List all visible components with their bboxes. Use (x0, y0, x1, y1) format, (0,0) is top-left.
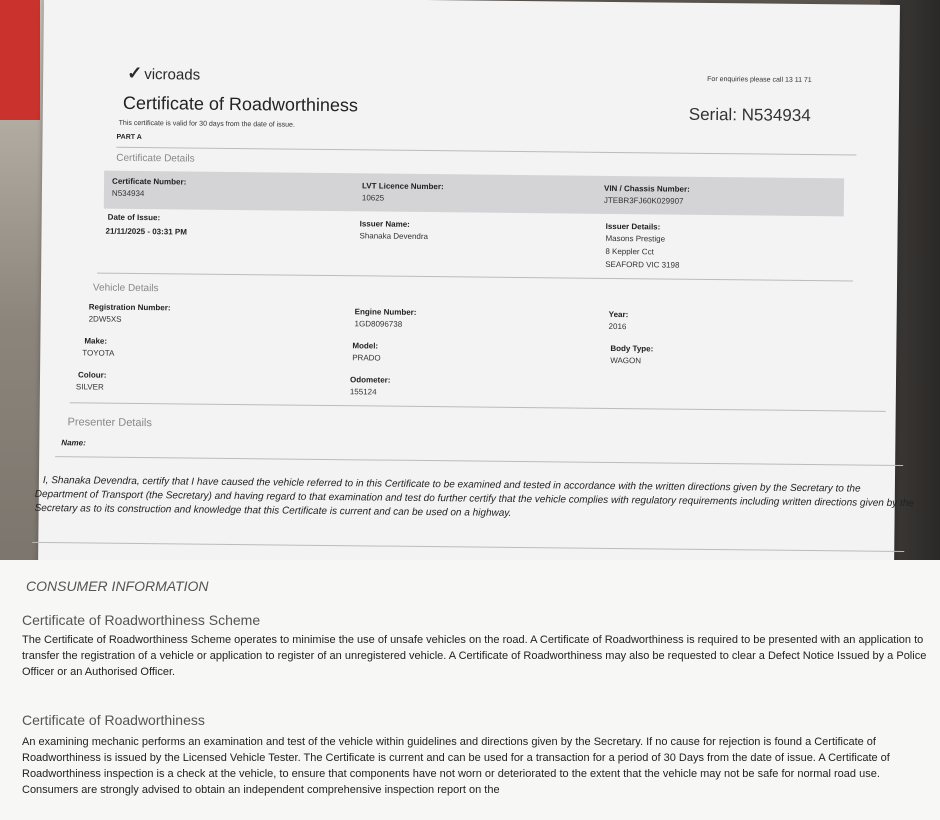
odometer-label: Odometer: (349, 375, 391, 385)
issuer-details-line2: 8 Keppler Cct (605, 246, 654, 257)
vin-value: JTEBR3FJ60K029907 (603, 195, 684, 206)
make-label: Make: (84, 336, 108, 346)
divider (70, 402, 886, 412)
issuer-details-line3: SEAFORD VIC 3198 (605, 259, 680, 270)
certificate-paragraph: An examining mechanic performs an examination and test of the vehicle within guidelines and directions given by the Secretary. If no cause for rejection is found a Certificate of Roadworthiness is issued by the Licensed Vehicle Tester. The Certificate is current and can be used for a transaction for a period of 30 Days from the date of issue. A Certificate of Roadworthiness inspection is a check at the vehicle, to ensure that components have not worn or deteriorated to the extent that the vehicle may not be safe for normal road use. Consumers are strongly advised to obtain an independent comprehensive inspection report on the (22, 736, 890, 796)
consumer-information-heading: CONSUMER INFORMATION (26, 578, 209, 594)
vicroads-logo-mark-icon: ✓ (127, 62, 143, 84)
model-value: PRADO (352, 353, 381, 363)
part-label: PART A (116, 133, 142, 142)
scheme-paragraph: The Certificate of Roadworthiness Scheme operates to minimise the use of unsafe vehicles on the road. A Certificate of Roadworthiness is required to be presented with an application to transfer the registration of a vehicle or application to register of an unregistered vehicle. A Certificate of Roadworthiness may also be requested to clear a Defect Notice Issued by a Police Officer or an Authorised Officer. (22, 634, 927, 678)
issuer-details-line1: Masons Prestige (605, 233, 666, 244)
date-label: Date of Issue: (107, 212, 161, 223)
odometer-value: 155124 (349, 387, 377, 397)
declaration-text: I, Shanaka Devendra, certify that I have caused the vehicle referred to in this Certificate to be examined and tested in accordance with the written directions given by the Secretary to the Department of Transport (the Secretary) and having regard to that examination and test do further certify that the vehicle complies with regulatory requirements including written directions given by the Secretary as to its construction and knowledge that this Certificate is current and can be used on a highway. (34, 475, 914, 519)
consumer-information-page (0, 560, 940, 820)
cert-number-value: N534934 (111, 188, 145, 199)
background-red-sign (0, 0, 40, 120)
certificate-heading: Certificate of Roadworthiness (22, 712, 205, 728)
make-value: TOYOTA (82, 348, 115, 358)
vehicle-details-heading: Vehicle Details (92, 282, 159, 295)
enquiries-text: For enquiries please call 13 11 71 (707, 75, 812, 85)
vicroads-logo: ✓ vicroads (127, 62, 201, 84)
issuer-name-value: Shanaka Devendra (359, 231, 429, 242)
rego-value: 2DW5XS (88, 314, 122, 324)
issuer-name-label: Issuer Name: (359, 219, 410, 229)
rego-label: Registration Number: (88, 302, 171, 313)
vin-label: VIN / Chassis Number: (603, 183, 690, 194)
year-value: 2016 (608, 321, 627, 332)
engine-label: Engine Number: (354, 307, 417, 317)
issuer-details-label: Issuer Details: (605, 221, 661, 232)
date-value: 21/11/2025 - 03:31 PM (105, 226, 187, 237)
certificate-details-heading: Certificate Details (116, 152, 195, 165)
scheme-heading: Certificate of Roadworthiness Scheme (22, 612, 261, 628)
divider (97, 273, 853, 282)
presenter-details-heading: Presenter Details (67, 416, 152, 430)
certificate-details-band (104, 171, 844, 217)
validity-note: This certificate is valid for 30 days from the date of issue. (118, 119, 295, 129)
page-title: Certificate of Roadworthiness (122, 92, 359, 116)
divider (32, 542, 904, 552)
divider (116, 147, 856, 156)
certificate-page (34, 0, 914, 617)
year-label: Year: (608, 309, 629, 320)
divider (55, 456, 903, 466)
model-label: Model: (352, 341, 379, 351)
cert-number-label: Certificate Number: (112, 176, 187, 187)
body-type-value: WAGON (610, 355, 642, 366)
lvt-label: LVT Licence Number: (361, 181, 444, 192)
colour-label: Colour: (77, 370, 107, 380)
engine-value: 1GD8096738 (354, 319, 403, 329)
presenter-name-label: Name: (61, 438, 86, 448)
colour-value: SILVER (75, 382, 104, 392)
body-type-label: Body Type: (610, 343, 654, 354)
lvt-value: 10625 (361, 193, 385, 203)
serial-number: Serial: N534934 (688, 104, 811, 126)
